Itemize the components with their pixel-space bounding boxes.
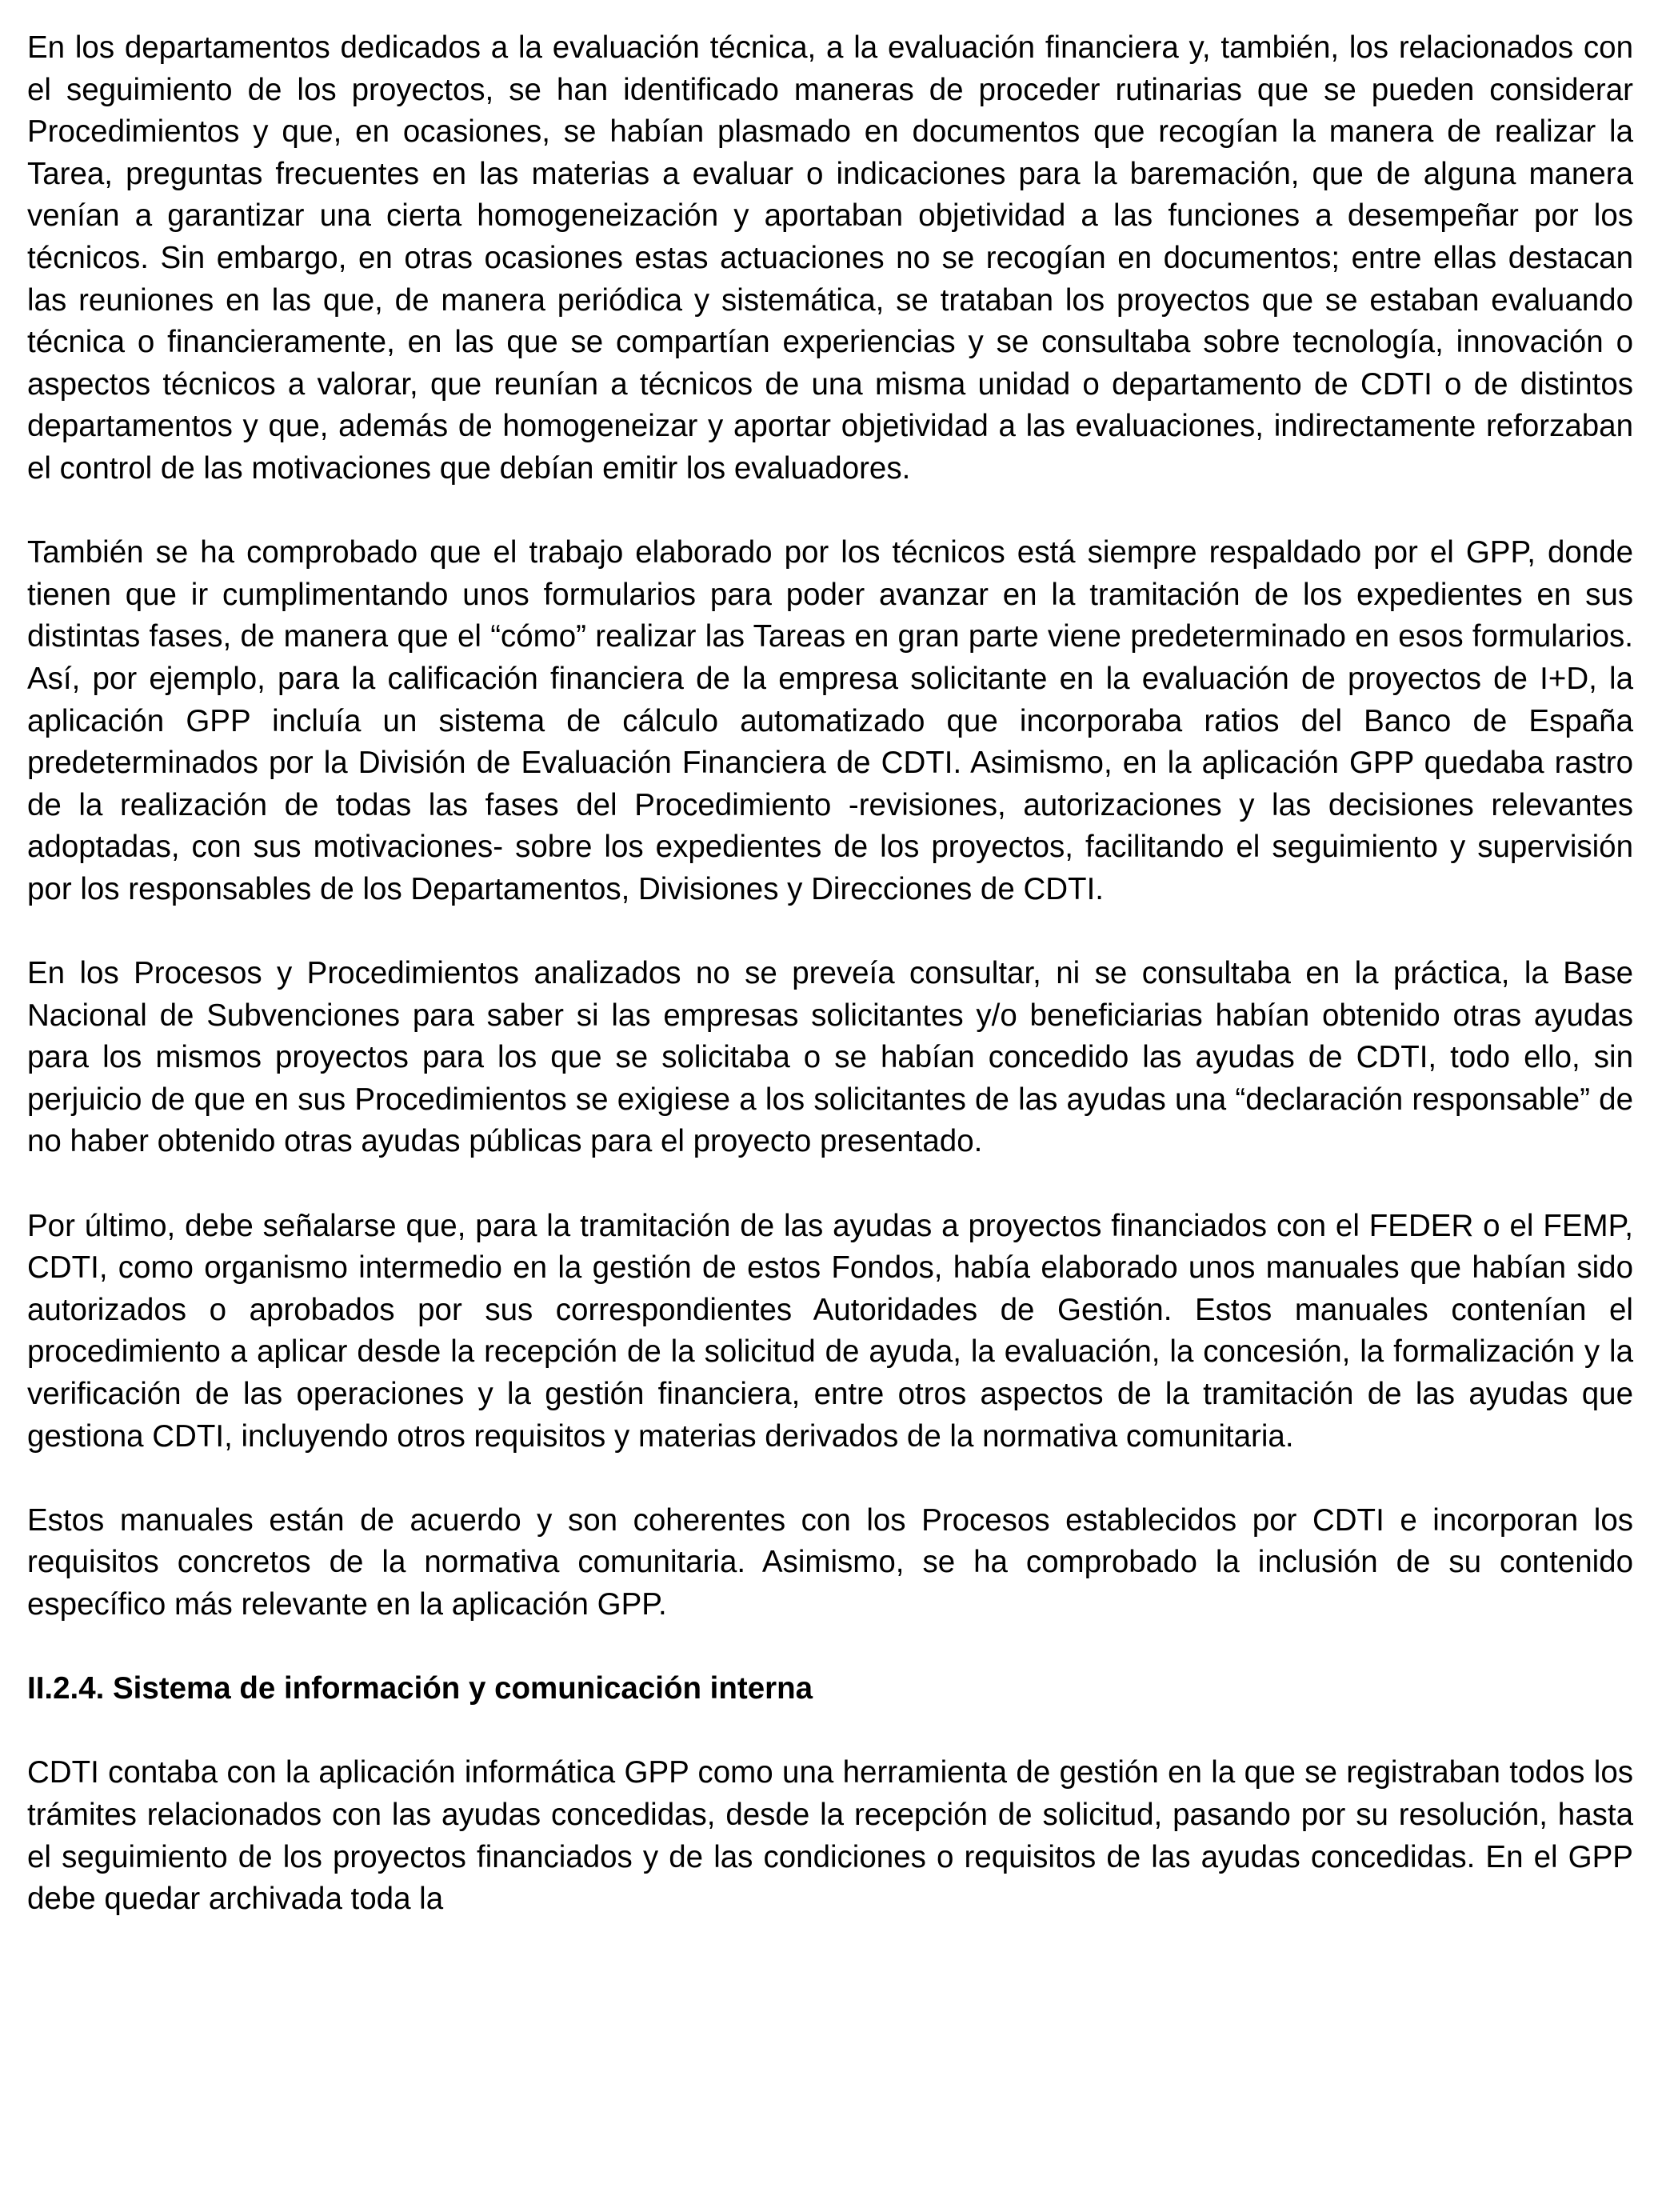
paragraph-manuals-coherence: Estos manuales están de acuerdo y son coherentes con los Procesos establecidos por CDTI e incorporan los requisitos concretos de la normativa comunitaria. Asimismo, se ha comprobado la inclusión de su contenido específico más relevante en la aplicación GPP. <box>27 1502 1633 1622</box>
paragraph-gpp-forms: También se ha comprobado que el trabajo elaborado por los técnicos está siempre respaldado por el GPP, donde tienen que ir cumplimentando unos formularios para poder avanzar en la tramitación de los expedientes en sus distintas fases, de manera que el “cómo” realizar las Tareas en gran parte viene predeterminado en esos formularios. Así, por ejemplo, para la calificación financiera de la empresa solicitante en la evaluación de proyectos de I+D, la aplicación GPP incluía un sistema de cálculo automatizado que incorporaba ratios del Banco de España predeterminados por la División de Evaluación Financiera de CDTI. Asimismo, en la aplicación GPP quedaba rastro de la realización de todas las fases del Procedimiento -revisiones, autorizaciones y las decisiones relevantes adoptadas, con sus motivaciones- sobre los expedientes de los proyectos, facilitando el seguimiento y supervisión por los responsables de los Departamentos, Divisiones y Direcciones de CDTI. <box>27 535 1633 906</box>
paragraph-evaluation-procedures: En los departamentos dedicados a la evaluación técnica, a la evaluación financiera y, también, los relacionados con el seguimiento de los proyectos, se han identificado maneras de proceder rutinarias que se pueden considerar Procedimientos y que, en ocasiones, se habían plasmado en documentos que recogían la manera de realizar la Tarea, preguntas frecuentes en las materias a evaluar o indicaciones para la baremación, que de alguna manera venían a garantizar una cierta homogeneización y aportaban objetividad a las funciones a desempeñar por los técnicos. Sin embargo, en otras ocasiones estas actuaciones no se recogían en documentos; entre ellas destacan las reuniones en las que, de manera periódica y sistemática, se trataban los proyectos que se estaban evaluando técnica o financieramente, en las que se compartían experiencias y se consultaba sobre tecnología, innovación o aspectos técnicos a valorar, que reunían a técnicos de una misma unidad o departamento de CDTI o de distintos departamentos y que, además de homogeneizar y aportar objetividad a las evaluaciones, indirectamente reforzaban el control de las motivaciones que debían emitir los evaluadores. <box>27 30 1633 486</box>
section-heading: II.2.4. Sistema de información y comunicación interna <box>27 1671 813 1706</box>
paragraph-base-nacional-subvenciones: En los Procesos y Procedimientos analizados no se preveía consultar, ni se consultaba en la práctica, la Base Nacional de Subvenciones para saber si las empresas solicitantes y/o beneficiarias habían obtenido otras ayudas para los mismos proyectos para los que se solicitaba o se habían concedido las ayudas de CDTI, todo ello, sin perjuicio de que en sus Procedimientos se exigiese a los solicitantes de las ayudas una “declaración responsable” de no haber obtenido otras ayudas públicas para el proyecto presentado. <box>27 956 1633 1159</box>
document-page <box>27 27 1633 1962</box>
paragraph-gpp-application: CDTI contaba con la aplicación informática GPP como una herramienta de gestión en la que se registraban todos los trámites relacionados con las ayudas concedidas, desde la recepción de solicitud, pasando por su resolución, hasta el seguimiento de los proyectos financiados y de las condiciones o requisitos de las ayudas concedidas. En el GPP debe quedar archivada toda la <box>27 1755 1633 1917</box>
paragraph-feder-femp-manuals: Por último, debe señalarse que, para la tramitación de las ayudas a proyectos financiados con el FEDER o el FEMP, CDTI, como organismo intermedio en la gestión de estos Fondos, había elaborado unos manuales que habían sido autorizados o aprobados por sus correspondientes Autoridades de Gestión. Estos manuales contenían el procedimiento a aplicar desde la recepción de la solicitud de ayuda, la evaluación, la concesión, la formalización y la verificación de las operaciones y la gestión financiera, entre otros aspectos de la tramitación de las ayudas que gestiona CDTI, incluyendo otros requisitos y materias derivados de la normativa comunitaria. <box>27 1208 1633 1454</box>
